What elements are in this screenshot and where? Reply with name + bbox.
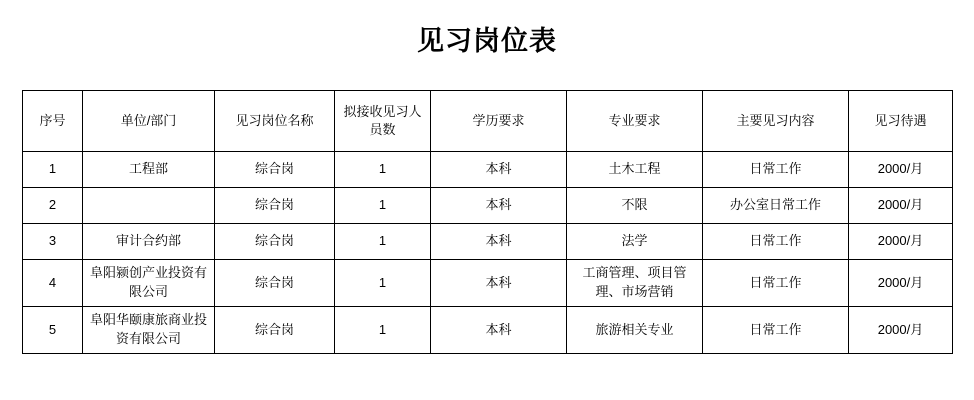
cell-content: 日常工作 [703, 224, 849, 260]
cell-content: 日常工作 [703, 152, 849, 188]
cell-index: 1 [23, 152, 83, 188]
column-header-department: 单位/部门 [83, 91, 215, 152]
cell-department: 阜阳颍创产业投资有限公司 [83, 260, 215, 307]
cell-count: 1 [335, 307, 431, 354]
table-container [0, 90, 974, 353]
table-row [23, 188, 953, 224]
cell-content: 日常工作 [703, 260, 849, 307]
cell-pay: 2000/月 [849, 224, 953, 260]
table-row [23, 260, 953, 307]
table-row [23, 152, 953, 188]
cell-major: 土木工程 [567, 152, 703, 188]
cell-position: 综合岗 [215, 260, 335, 307]
column-header-index: 序号 [23, 91, 83, 152]
column-header-pay: 见习待遇 [849, 91, 953, 152]
cell-position: 综合岗 [215, 188, 335, 224]
cell-content: 日常工作 [703, 307, 849, 354]
cell-major: 不限 [567, 188, 703, 224]
cell-position: 综合岗 [215, 224, 335, 260]
cell-education: 本科 [431, 188, 567, 224]
column-header-position: 见习岗位名称 [215, 91, 335, 152]
column-header-education: 学历要求 [431, 91, 567, 152]
cell-position: 综合岗 [215, 307, 335, 354]
cell-education: 本科 [431, 260, 567, 307]
cell-pay: 2000/月 [849, 188, 953, 224]
cell-department: 审计合约部 [83, 224, 215, 260]
cell-count: 1 [335, 188, 431, 224]
cell-content: 办公室日常工作 [703, 188, 849, 224]
column-header-count: 拟接收见习人员数 [335, 91, 431, 152]
cell-education: 本科 [431, 152, 567, 188]
cell-index: 4 [23, 260, 83, 307]
cell-pay: 2000/月 [849, 307, 953, 354]
cell-count: 1 [335, 260, 431, 307]
cell-department: 阜阳华颐康旅商业投资有限公司 [83, 307, 215, 354]
cell-pay: 2000/月 [849, 152, 953, 188]
cell-major: 工商管理、项目管理、市场营销 [567, 260, 703, 307]
cell-count: 1 [335, 152, 431, 188]
table-row [23, 224, 953, 260]
cell-major: 旅游相关专业 [567, 307, 703, 354]
table-header-row [23, 91, 953, 152]
table-body [23, 152, 953, 353]
table-header [23, 91, 953, 152]
cell-education: 本科 [431, 224, 567, 260]
cell-position: 综合岗 [215, 152, 335, 188]
cell-education: 本科 [431, 307, 567, 354]
job-positions-table [22, 90, 953, 353]
cell-major: 法学 [567, 224, 703, 260]
cell-index: 2 [23, 188, 83, 224]
cell-department [83, 188, 215, 224]
cell-department: 工程部 [83, 152, 215, 188]
cell-index: 5 [23, 307, 83, 354]
page-title: 见习岗位表 [417, 26, 557, 56]
table-row [23, 307, 953, 354]
cell-count: 1 [335, 224, 431, 260]
column-header-major: 专业要求 [567, 91, 703, 152]
column-header-content: 主要见习内容 [703, 91, 849, 152]
cell-pay: 2000/月 [849, 260, 953, 307]
cell-index: 3 [23, 224, 83, 260]
